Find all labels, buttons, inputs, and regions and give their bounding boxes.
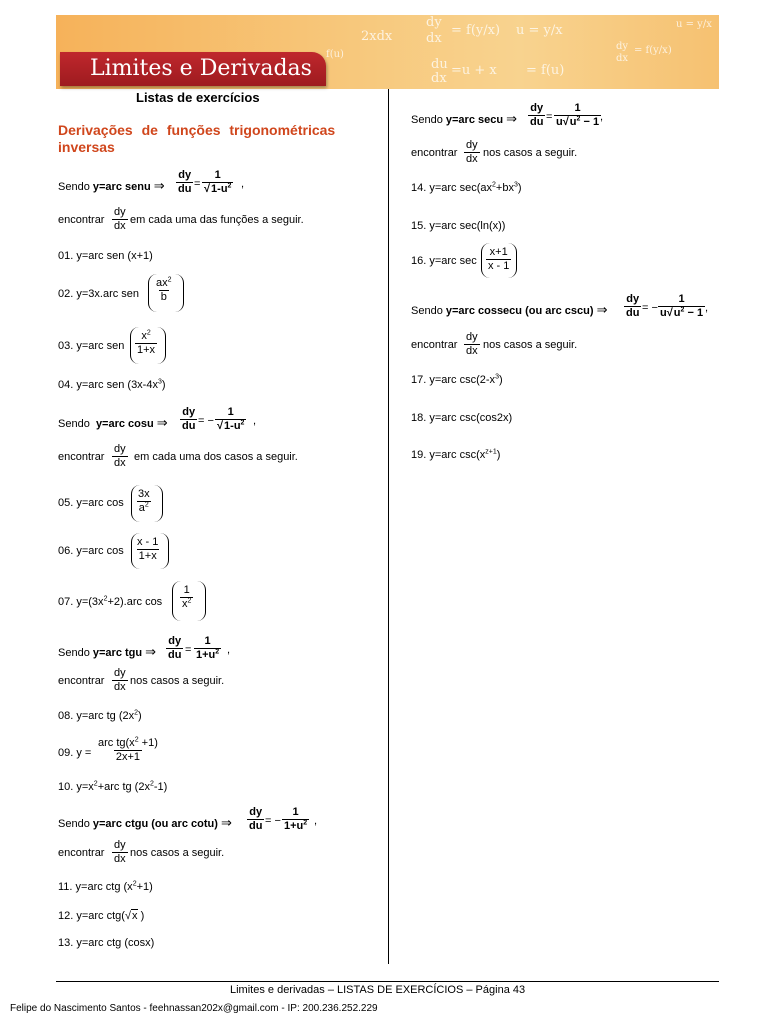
exercise-02: 02. y=3x.arc sen <box>58 288 140 300</box>
encontrar-label: encontrar <box>411 339 458 351</box>
fraction-dy-du: $\frac{dy}{du}$ <box>626 293 640 319</box>
banner-formula: u = y/x <box>516 23 563 38</box>
arrow-symbol: ⇒ <box>156 415 168 430</box>
banner-formula: = f(y/x) <box>451 23 501 38</box>
instruction-text: nos casos a seguir. <box>483 339 578 351</box>
comma: , <box>253 415 257 427</box>
fraction-dy-du: $\frac{dy}{du}$ <box>530 102 544 128</box>
definition-arcctg <box>58 815 232 831</box>
exercise-17: 17. y=arc $\csc(2-x^3)$ <box>411 373 503 386</box>
function-name: y=arc cossecu (ou arc cscu) <box>445 305 594 317</box>
comma: , <box>600 111 604 123</box>
fraction-3x-a2: $\frac{3x}{a^2}$ <box>138 488 150 514</box>
text: Sendo <box>58 818 90 830</box>
fraction-arcsen-derivative: $\frac{1}{√1-u^2}$ <box>204 169 232 195</box>
banner-formula: dx <box>616 53 629 64</box>
comma: , <box>241 178 245 190</box>
definition-arccsc <box>411 302 608 318</box>
text: Sendo <box>411 114 443 126</box>
fraction-dy-dx: $\frac{dy}{dx}$ <box>114 206 126 232</box>
exercise-12: 12. y=arc ctg(√x ) <box>58 910 145 922</box>
function-name: y=arc senu <box>92 181 151 193</box>
arrow-symbol: ⇒ <box>596 302 608 317</box>
fraction-dy-du: $\frac{dy}{du}$ <box>178 169 192 195</box>
equals-minus: = − <box>642 302 658 314</box>
fraction-arctg-derivative: $\frac{1}{1+u^2}$ <box>196 635 220 661</box>
exercise-09: 09. y = <box>58 747 92 759</box>
column-divider <box>388 89 389 964</box>
fraction-dy-dx: $\frac{dy}{dx}$ <box>114 667 126 693</box>
footer-rule <box>56 981 719 982</box>
footer-credit: Felipe do Nascimento Santos - feehnassan202x@gmail.com - IP: 200.236.252.229 <box>10 1003 378 1014</box>
banner-formula: dy <box>616 41 629 52</box>
exercise-19: 19. y=arc $\csc(x^{z+1})$ <box>411 448 501 461</box>
comma: , <box>705 302 709 314</box>
arrow-symbol: ⇒ <box>506 111 518 126</box>
exercise-13: 13. y=arc ctg (cosx) <box>58 937 155 949</box>
fraction-dy-dx: $\frac{dy}{dx}$ <box>114 443 126 469</box>
fraction-1-x2: $\frac{1}{x^2}$ <box>182 584 192 610</box>
section-heading: Derivações de funções trigonométricas inversas <box>58 122 336 155</box>
exercise-08: 08. y=arc tg $(2x^2)$ <box>58 709 142 722</box>
function-name: y=arc tgu <box>92 647 143 659</box>
exercise-05: 05. y=arc cos <box>58 497 124 509</box>
exercise-01: 01. y=arc sen (x+1) <box>58 250 153 262</box>
fraction-arccos-derivative: $\frac{1}{√1-u^2}$ <box>217 406 245 432</box>
fraction-dy-du: $\frac{dy}{du}$ <box>168 635 182 661</box>
exercise-16: 16. y=arc sec <box>411 255 477 267</box>
exercise-18: 18. y=arc csc(cos2x) <box>411 412 513 424</box>
arrow-symbol: ⇒ <box>220 815 232 830</box>
equals-minus: = − <box>198 415 214 427</box>
exercise-11: 11. y=arc ctg $(x^2+1)$ <box>58 880 153 893</box>
equals: = <box>546 111 553 123</box>
banner-formula: =u + x <box>451 63 497 78</box>
banner-formula: = f(u) <box>526 63 565 78</box>
fraction-dy-dx: $\frac{dy}{dx}$ <box>466 139 478 165</box>
exercise-06: 06. y=arc cos <box>58 545 124 557</box>
fraction-arcsec-derivative: $\frac{1}{u√u^2 - 1}$ <box>556 102 600 128</box>
footer-page-label: Limites e derivadas – LISTAS DE EXERCÍCIOS – Página 43 <box>230 984 526 996</box>
definition-arctg <box>58 644 156 660</box>
instruction-text: em cada uma das funções a seguir. <box>130 214 304 226</box>
function-name: y=arc cosu <box>95 418 154 430</box>
banner-formula: dx <box>431 71 447 86</box>
instruction-text: em cada uma dos casos a seguir. <box>134 451 298 463</box>
banner-formula: = f(y/x) <box>634 45 672 56</box>
fraction-x2-1plusx: $\frac{x^2}{1+x}$ <box>137 329 156 356</box>
fraction-arccsc-derivative: $\frac{1}{u√u^2 - 1}$ <box>660 293 704 319</box>
text: Sendo <box>411 305 443 317</box>
comma: , <box>314 815 318 827</box>
title-box <box>60 52 326 86</box>
subtitle: Listas de exercícios <box>136 90 260 105</box>
exercise-10: 10. $y=x^2+arc$ tg $(2x^2-1)$ <box>58 780 168 793</box>
text: Sendo <box>58 647 90 659</box>
fraction-dy-du: $\frac{dy}{du}$ <box>249 806 263 832</box>
document-title: Limites e Derivadas <box>90 56 312 81</box>
equals-minus: = − <box>265 815 281 827</box>
fraction-ax2-b: $\frac{ax^2}{b}$ <box>156 276 172 303</box>
fraction-arcctg-derivative: $\frac{1}{1+u^2}$ <box>284 806 308 832</box>
banner-formula: u = y/x <box>676 19 712 30</box>
banner-formula: dx <box>426 31 442 46</box>
instruction-text: nos casos a seguir. <box>483 147 578 159</box>
fraction-xminus1-1plusx: $\frac{x - 1}{1+x}$ <box>137 536 159 562</box>
encontrar-label: encontrar <box>58 847 105 859</box>
fraction-xplus1-xminus1: $\frac{x+1}{x - 1}$ <box>488 246 510 272</box>
function-name: y=arc ctgu (ou arc cotu) <box>92 818 218 830</box>
definition-arccos <box>58 415 168 431</box>
exercise-15: 15. y=arc sec(ln(x)) <box>411 220 506 232</box>
definition-arcsen <box>58 178 165 194</box>
fraction-dy-dx: $\frac{dy}{dx}$ <box>466 331 478 357</box>
encontrar-label: encontrar <box>58 451 105 463</box>
exercise-07: 07. $y=(3x^2+2).arc$ cos <box>58 595 163 608</box>
exercise-14: 14. y=arc $\sec(ax^2+bx^3)$ <box>411 181 522 194</box>
exercise-04: 04. y=arc sen $(3x-4x^3)$ <box>58 378 166 391</box>
banner-formula: f(u) <box>326 49 344 60</box>
comma: , <box>227 644 231 656</box>
fraction-ex09: arc $tg(x^2 +1)$ 2x+1 <box>98 736 158 763</box>
arrow-symbol: ⇒ <box>153 178 165 193</box>
fraction-dy-du: $\frac{dy}{du}$ <box>182 406 196 432</box>
function-name: y=arc secu <box>445 114 504 126</box>
text: Sendo <box>58 418 90 430</box>
equals: = <box>185 644 192 656</box>
arrow-symbol: ⇒ <box>145 644 157 659</box>
encontrar-label: encontrar <box>58 675 105 687</box>
text: Sendo <box>58 181 90 193</box>
instruction-text: nos casos a seguir. <box>130 675 225 687</box>
equals: = <box>194 178 201 190</box>
banner-formula: 2xdx <box>361 29 393 44</box>
definition-arcsec <box>411 111 517 127</box>
exercise-03: 03. y=arc sen <box>58 340 125 352</box>
encontrar-label: encontrar <box>58 214 105 226</box>
instruction-text: nos casos a seguir. <box>130 847 225 859</box>
banner-formula: dy <box>426 15 442 30</box>
fraction-dy-dx: $\frac{dy}{dx}$ <box>114 839 126 865</box>
banner-formula: du <box>431 57 448 72</box>
encontrar-label: encontrar <box>411 147 458 159</box>
